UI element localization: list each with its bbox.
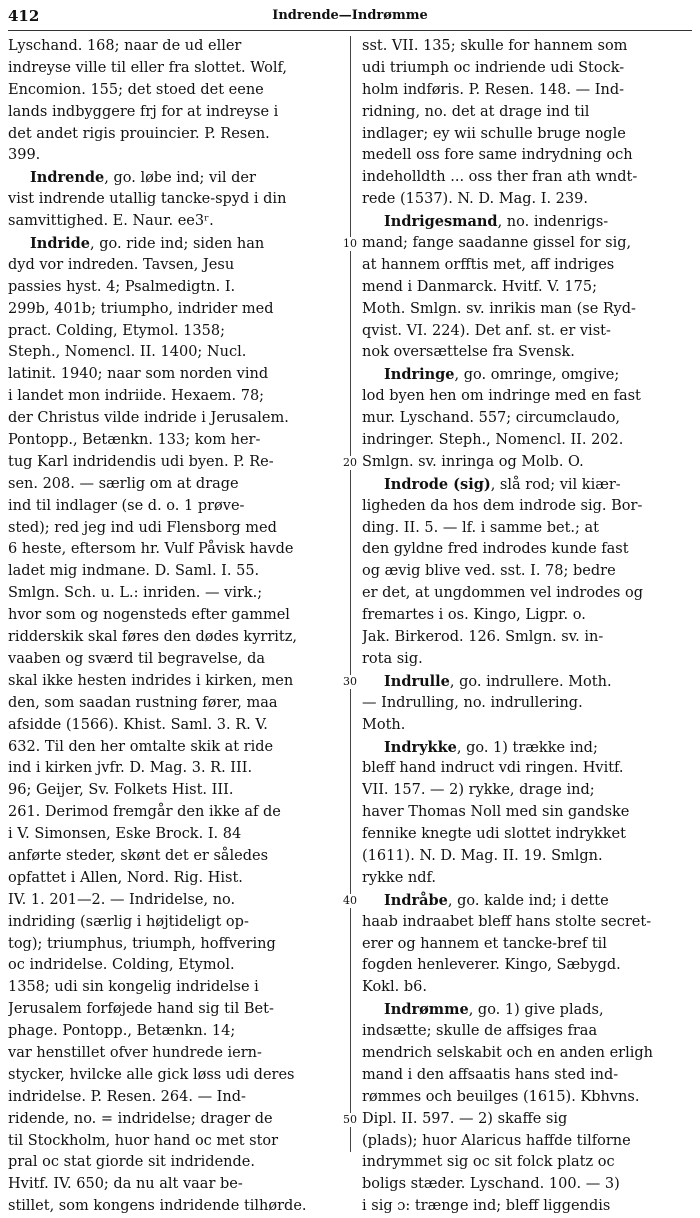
text-line xyxy=(8,321,338,343)
line-text: 399. xyxy=(8,147,41,164)
line-text: stillet, som kongens indridende tilhørde. xyxy=(8,1198,307,1215)
line-text: at hannem orfftis met, aff indriges xyxy=(362,256,615,273)
text-line xyxy=(8,999,338,1021)
text-line xyxy=(8,452,338,474)
line-text: ding. II. 5. — lf. i samme bet.; at xyxy=(362,519,599,536)
line-text: , go. løbe ind; vil der xyxy=(104,170,256,187)
line-text: er det, at ungdommen vel indrodes og xyxy=(362,585,643,602)
text-line xyxy=(8,737,338,759)
line-text: stycker, hvilcke alle gick løss udi deres xyxy=(8,1066,295,1083)
line-text: indsætte; skulle de affsiges fraa xyxy=(362,1023,598,1040)
text-line xyxy=(362,912,692,934)
line-text: i sig ɔ: trænge ind; bleff liggendis xyxy=(362,1198,611,1215)
line-text: ridende, no. = indridelse; drager de xyxy=(8,1110,273,1127)
line-text: indringer. Steph., Nomencl. II. 202. xyxy=(362,432,624,449)
right-column xyxy=(362,36,692,1218)
line-text: indreyse ville til eller fra slottet. Wolf, xyxy=(8,59,287,76)
line-text: medell oss fore same indrydning och xyxy=(362,147,633,164)
line-text: opfattet i Allen, Nord. Rig. Hist. xyxy=(8,869,243,886)
text-line xyxy=(362,452,692,474)
line-text: indrymmet sig oc sit folck platz oc xyxy=(362,1154,615,1171)
text-line xyxy=(362,496,692,518)
text-line xyxy=(8,102,338,124)
text-line xyxy=(8,364,338,386)
text-line xyxy=(362,1196,692,1218)
line-text: latinit. 1940; naar som norden vind xyxy=(8,366,269,383)
line-text: haab indraabet bleff hans stolte secret- xyxy=(362,913,652,930)
text-line xyxy=(8,780,338,802)
line-text: phage. Pontopp., Betænkn. 14; xyxy=(8,1023,236,1040)
text-line xyxy=(8,758,338,780)
text-line xyxy=(8,1174,338,1196)
line-text: udi triumph oc indriende udi Stock- xyxy=(362,59,625,76)
line-text: nok oversættelse fra Svensk. xyxy=(362,344,575,361)
text-line xyxy=(362,1065,692,1087)
text-line xyxy=(8,211,338,233)
line-text: mand i den affsaatis hans sted ind- xyxy=(362,1066,619,1083)
line-text: , slå rod; vil kiær- xyxy=(490,476,621,493)
line-text: tug Karl indridendis udi byen. P. Re- xyxy=(8,453,274,470)
text-line xyxy=(362,255,692,277)
line-text: fremartes i os. Kingo, Ligpr. o. xyxy=(362,607,586,624)
line-text: indlager; ey wii schulle bruge nogle xyxy=(362,125,626,142)
text-line xyxy=(362,737,692,759)
line-text: fogden henleverer. Kingo, Sæbygd. xyxy=(362,957,621,974)
text-line xyxy=(8,846,338,868)
line-text: boligs stæder. Lyschand. 100. — 3) xyxy=(362,1176,620,1193)
text-line xyxy=(8,474,338,496)
line-text: Steph., Nomencl. II. 1400; Nucl. xyxy=(8,344,247,361)
line-text: den gyldne fred indrodes kunde fast xyxy=(362,541,629,558)
line-text: lands indbyggere frj for at indreyse i xyxy=(8,103,279,120)
line-text: 6 heste, eftersom hr. Vulf Påvisk havde xyxy=(8,541,294,558)
line-text: sen. 208. — særlig om at drage xyxy=(8,475,239,492)
line-text: rykke ndf. xyxy=(362,869,436,886)
line-text: lod byen hen om indringe med en fast xyxy=(362,388,641,405)
text-line xyxy=(362,189,692,211)
text-line xyxy=(362,408,692,430)
line-text: , go. 1) give plads, xyxy=(468,1002,604,1019)
headword: Indrulle xyxy=(384,672,450,690)
text-line xyxy=(362,1131,692,1153)
line-text: Kokl. b6. xyxy=(362,979,427,996)
text-line xyxy=(8,1196,338,1218)
text-line xyxy=(8,934,338,956)
line-text: Hvitf. IV. 650; da nu alt vaar be- xyxy=(8,1176,243,1193)
text-line xyxy=(362,36,692,58)
text-line xyxy=(362,474,692,496)
text-line xyxy=(8,539,338,561)
text-line xyxy=(8,36,338,58)
line-text: (plads); huor Alaricus haffde tilforne xyxy=(362,1132,631,1149)
text-line xyxy=(8,977,338,999)
text-line xyxy=(8,802,338,824)
line-text: oc indridelse. Colding, Etymol. xyxy=(8,957,235,974)
header-rule xyxy=(8,30,692,31)
text-line xyxy=(362,102,692,124)
line-text: tog); triumphus, triumph, hoffvering xyxy=(8,935,276,952)
text-line xyxy=(362,167,692,189)
text-line xyxy=(8,58,338,80)
line-text: , go. ride ind; siden han xyxy=(89,236,265,253)
line-text: Encomion. 155; det stoed det eene xyxy=(8,81,264,98)
text-line xyxy=(362,299,692,321)
text-line xyxy=(362,846,692,868)
text-line xyxy=(8,1131,338,1153)
line-text: ladet mig indmane. D. Saml. I. 55. xyxy=(8,563,260,580)
text-line xyxy=(8,693,338,715)
line-text: i V. Simonsen, Eske Brock. I. 84 xyxy=(8,826,242,843)
line-text: fennike knegte udi slottet indrykket xyxy=(362,826,626,843)
line-text: (1611). N. D. Mag. II. 19. Smlgn. xyxy=(362,847,603,864)
headword: Indringe xyxy=(384,366,455,384)
text-line xyxy=(8,1043,338,1065)
line-text: Smlgn. sv. inringa og Molb. O. xyxy=(362,453,584,470)
line-number: 50 xyxy=(338,1113,362,1127)
line-text: holm indføris. P. Resen. 148. — Ind- xyxy=(362,81,625,98)
text-line xyxy=(8,1087,338,1109)
line-number: 10 xyxy=(338,237,362,251)
text-line xyxy=(362,1087,692,1109)
line-text: i landet mon indriide. Hexaem. 78; xyxy=(8,388,265,405)
text-line xyxy=(8,518,338,540)
headword: Indrømme xyxy=(384,1001,469,1019)
line-text: 96; Geijer, Sv. Folkets Hist. III. xyxy=(8,782,234,799)
text-line xyxy=(362,627,692,649)
text-line xyxy=(362,58,692,80)
text-line xyxy=(362,211,692,233)
line-text: rota sig. xyxy=(362,650,423,667)
line-text: rede (1537). N. D. Mag. I. 239. xyxy=(362,191,588,208)
line-text: , no. indenrigs- xyxy=(497,214,609,231)
text-line xyxy=(8,912,338,934)
text-line xyxy=(362,868,692,890)
text-line xyxy=(362,758,692,780)
text-line xyxy=(362,802,692,824)
headword: Indrende xyxy=(30,169,105,187)
line-text: vaaben og sværd til begravelse, da xyxy=(8,650,266,667)
line-text: pract. Colding, Etymol. 1358; xyxy=(8,322,225,339)
left-column xyxy=(8,36,338,1218)
line-text: pral oc stat giorde sit indridende. xyxy=(8,1154,255,1171)
line-text: mend i Danmarck. Hvitf. V. 175; xyxy=(362,278,597,295)
text-line xyxy=(362,671,692,693)
text-line xyxy=(362,233,692,255)
line-text: samvittighed. E. Naur. ee3ʳ. xyxy=(8,213,214,230)
text-line xyxy=(362,1021,692,1043)
running-title: Indrende—Indrømme xyxy=(272,8,428,23)
text-line xyxy=(8,255,338,277)
text-line xyxy=(362,977,692,999)
line-text: ind i kirken jvfr. D. Mag. 3. R. III. xyxy=(8,760,253,777)
line-text: sted); red jeg ind udi Flensborg med xyxy=(8,519,277,536)
line-text: IV. 1. 201—2. — Indridelse, no. xyxy=(8,891,236,908)
line-text: ind til indlager (se d. o. 1 prøve- xyxy=(8,497,245,514)
line-text: , go. omringe, omgive; xyxy=(454,367,620,384)
text-line xyxy=(8,233,338,255)
line-text: erer og hannem et tancke-bref til xyxy=(362,935,607,952)
line-text: mand; fange saadanne gissel for sig, xyxy=(362,235,632,252)
text-line xyxy=(8,124,338,146)
text-line xyxy=(8,342,338,364)
line-text: skal ikke hesten indrides i kirken, men xyxy=(8,672,294,689)
text-line xyxy=(362,80,692,102)
text-line xyxy=(362,430,692,452)
text-line xyxy=(8,1109,338,1131)
line-text: Smlgn. Sch. u. L.: inriden. — virk.; xyxy=(8,585,263,602)
line-text: indriding (særlig i højtideligt op- xyxy=(8,913,249,930)
text-line xyxy=(8,649,338,671)
column-divider xyxy=(350,36,351,1152)
text-line xyxy=(8,408,338,430)
text-line xyxy=(8,299,338,321)
line-text: Jak. Birkerod. 126. Smlgn. sv. in- xyxy=(362,629,604,646)
line-text: Pontopp., Betænkn. 133; kom her- xyxy=(8,432,261,449)
line-text: Moth. xyxy=(362,716,406,733)
line-text: ridning, no. det at drage ind til xyxy=(362,103,590,120)
line-text: Moth. Smlgn. sv. inrikis man (se Ryd- xyxy=(362,300,636,317)
text-line xyxy=(8,890,338,912)
text-line xyxy=(8,80,338,102)
line-text: 261. Derimod fremgår den ikke af de xyxy=(8,804,281,821)
text-line xyxy=(362,518,692,540)
line-text: dyd vor indreden. Tavsen, Jesu xyxy=(8,256,235,273)
text-line xyxy=(8,1152,338,1174)
line-text: 1358; udi sin kongelig indridelse i xyxy=(8,979,259,996)
text-line xyxy=(362,890,692,912)
line-text: ridderskik skal føres den dødes kyrritz, xyxy=(8,629,297,646)
text-line xyxy=(8,386,338,408)
running-head xyxy=(6,4,694,28)
text-line xyxy=(362,539,692,561)
text-line xyxy=(8,824,338,846)
headword: Indrigesmand xyxy=(384,213,498,231)
line-text: der Christus vilde indride i Jerusalem. xyxy=(8,410,289,427)
headword: Indrode (sig) xyxy=(384,475,491,493)
line-text: VII. 157. — 2) rykke, drage ind; xyxy=(362,782,595,799)
line-text: rømmes och beuilges (1615). Kbhvns. xyxy=(362,1088,640,1105)
text-line xyxy=(362,649,692,671)
line-text: Jerusalem forføjede hand sig til Bet- xyxy=(8,1001,274,1018)
text-line xyxy=(362,342,692,364)
text-line xyxy=(8,277,338,299)
line-text: passies hyst. 4; Psalmedigtn. I. xyxy=(8,278,236,295)
line-number: 30 xyxy=(338,675,362,689)
text-line xyxy=(8,1021,338,1043)
line-text: , go. kalde ind; i dette xyxy=(447,892,609,909)
text-line xyxy=(362,934,692,956)
text-line xyxy=(362,999,692,1021)
line-text: vist indrende utallig tancke-spyd i din xyxy=(8,191,287,208)
line-text: og ævig blive ved. sst. I. 78; bedre xyxy=(362,563,616,580)
line-text: bleff hand indruct vdi ringen. Hvitf. xyxy=(362,760,624,777)
line-text: mur. Lyschand. 557; circumclaudo, xyxy=(362,410,621,427)
line-text: Dipl. II. 597. — 2) skaffe sig xyxy=(362,1110,568,1127)
text-line xyxy=(362,605,692,627)
line-text: qvist. VI. 224). Det anf. st. er vist- xyxy=(362,322,611,339)
headword: Indråbe xyxy=(384,891,448,909)
line-text: Lyschand. 168; naar de ud eller xyxy=(8,38,242,54)
text-line xyxy=(362,583,692,605)
line-text: det andet rigis prouincier. P. Resen. xyxy=(8,125,270,142)
text-line xyxy=(8,561,338,583)
text-line xyxy=(362,321,692,343)
text-line xyxy=(362,1152,692,1174)
text-line xyxy=(362,780,692,802)
text-line xyxy=(362,364,692,386)
text-line xyxy=(362,693,692,715)
text-line xyxy=(362,1043,692,1065)
text-line xyxy=(362,824,692,846)
line-text: ligheden da hos dem indrode sig. Bor- xyxy=(362,497,643,514)
line-text: 299b, 401b; triumpho, indrider med xyxy=(8,300,274,317)
line-text: afsidde (1566). Khist. Saml. 3. R. V. xyxy=(8,716,268,733)
line-text: , go. indrullere. Moth. xyxy=(449,673,612,690)
line-text: — Indrulling, no. indrullering. xyxy=(362,694,583,711)
text-line xyxy=(362,1174,692,1196)
line-number: 20 xyxy=(338,456,362,470)
text-line xyxy=(8,167,338,189)
headword: Indrykke xyxy=(384,738,457,756)
text-line xyxy=(8,1065,338,1087)
line-text: , go. 1) trække ind; xyxy=(456,739,598,756)
text-line xyxy=(8,715,338,737)
text-line xyxy=(8,868,338,890)
line-text: 632. Til den her omtalte skik at ride xyxy=(8,738,274,755)
line-text: indridelse. P. Resen. 264. — Ind- xyxy=(8,1088,246,1105)
text-line xyxy=(362,145,692,167)
text-line xyxy=(362,277,692,299)
line-text: hvor som og nogensteds efter gammel xyxy=(8,607,290,624)
line-text: anførte steder, skønt det er således xyxy=(8,847,269,864)
line-text: til Stockholm, huor hand oc met stor xyxy=(8,1132,279,1149)
text-line xyxy=(8,583,338,605)
text-line xyxy=(8,671,338,693)
line-text: var henstillet ofver hundrede iern- xyxy=(8,1044,262,1061)
line-text: sst. VII. 135; skulle for hannem som xyxy=(362,38,628,54)
text-line xyxy=(362,715,692,737)
text-line xyxy=(362,955,692,977)
text-line xyxy=(8,145,338,167)
line-text: den, som saadan rustning fører, maa xyxy=(8,694,278,711)
text-line xyxy=(8,430,338,452)
text-line xyxy=(362,124,692,146)
text-line xyxy=(8,627,338,649)
text-line xyxy=(8,496,338,518)
text-line xyxy=(362,1109,692,1131)
text-line xyxy=(8,189,338,211)
line-text: indeholldth ... oss ther fran ath wndt- xyxy=(362,169,638,186)
line-number: 40 xyxy=(338,894,362,908)
text-line xyxy=(8,955,338,977)
line-text: haver Thomas Noll med sin gandske xyxy=(362,804,630,821)
page-number: 412 xyxy=(8,7,40,25)
text-line xyxy=(8,605,338,627)
line-text: mendrich selskabit och en anden erligh xyxy=(362,1044,654,1061)
headword: Indride xyxy=(30,235,90,253)
text-line xyxy=(362,561,692,583)
text-line xyxy=(362,386,692,408)
